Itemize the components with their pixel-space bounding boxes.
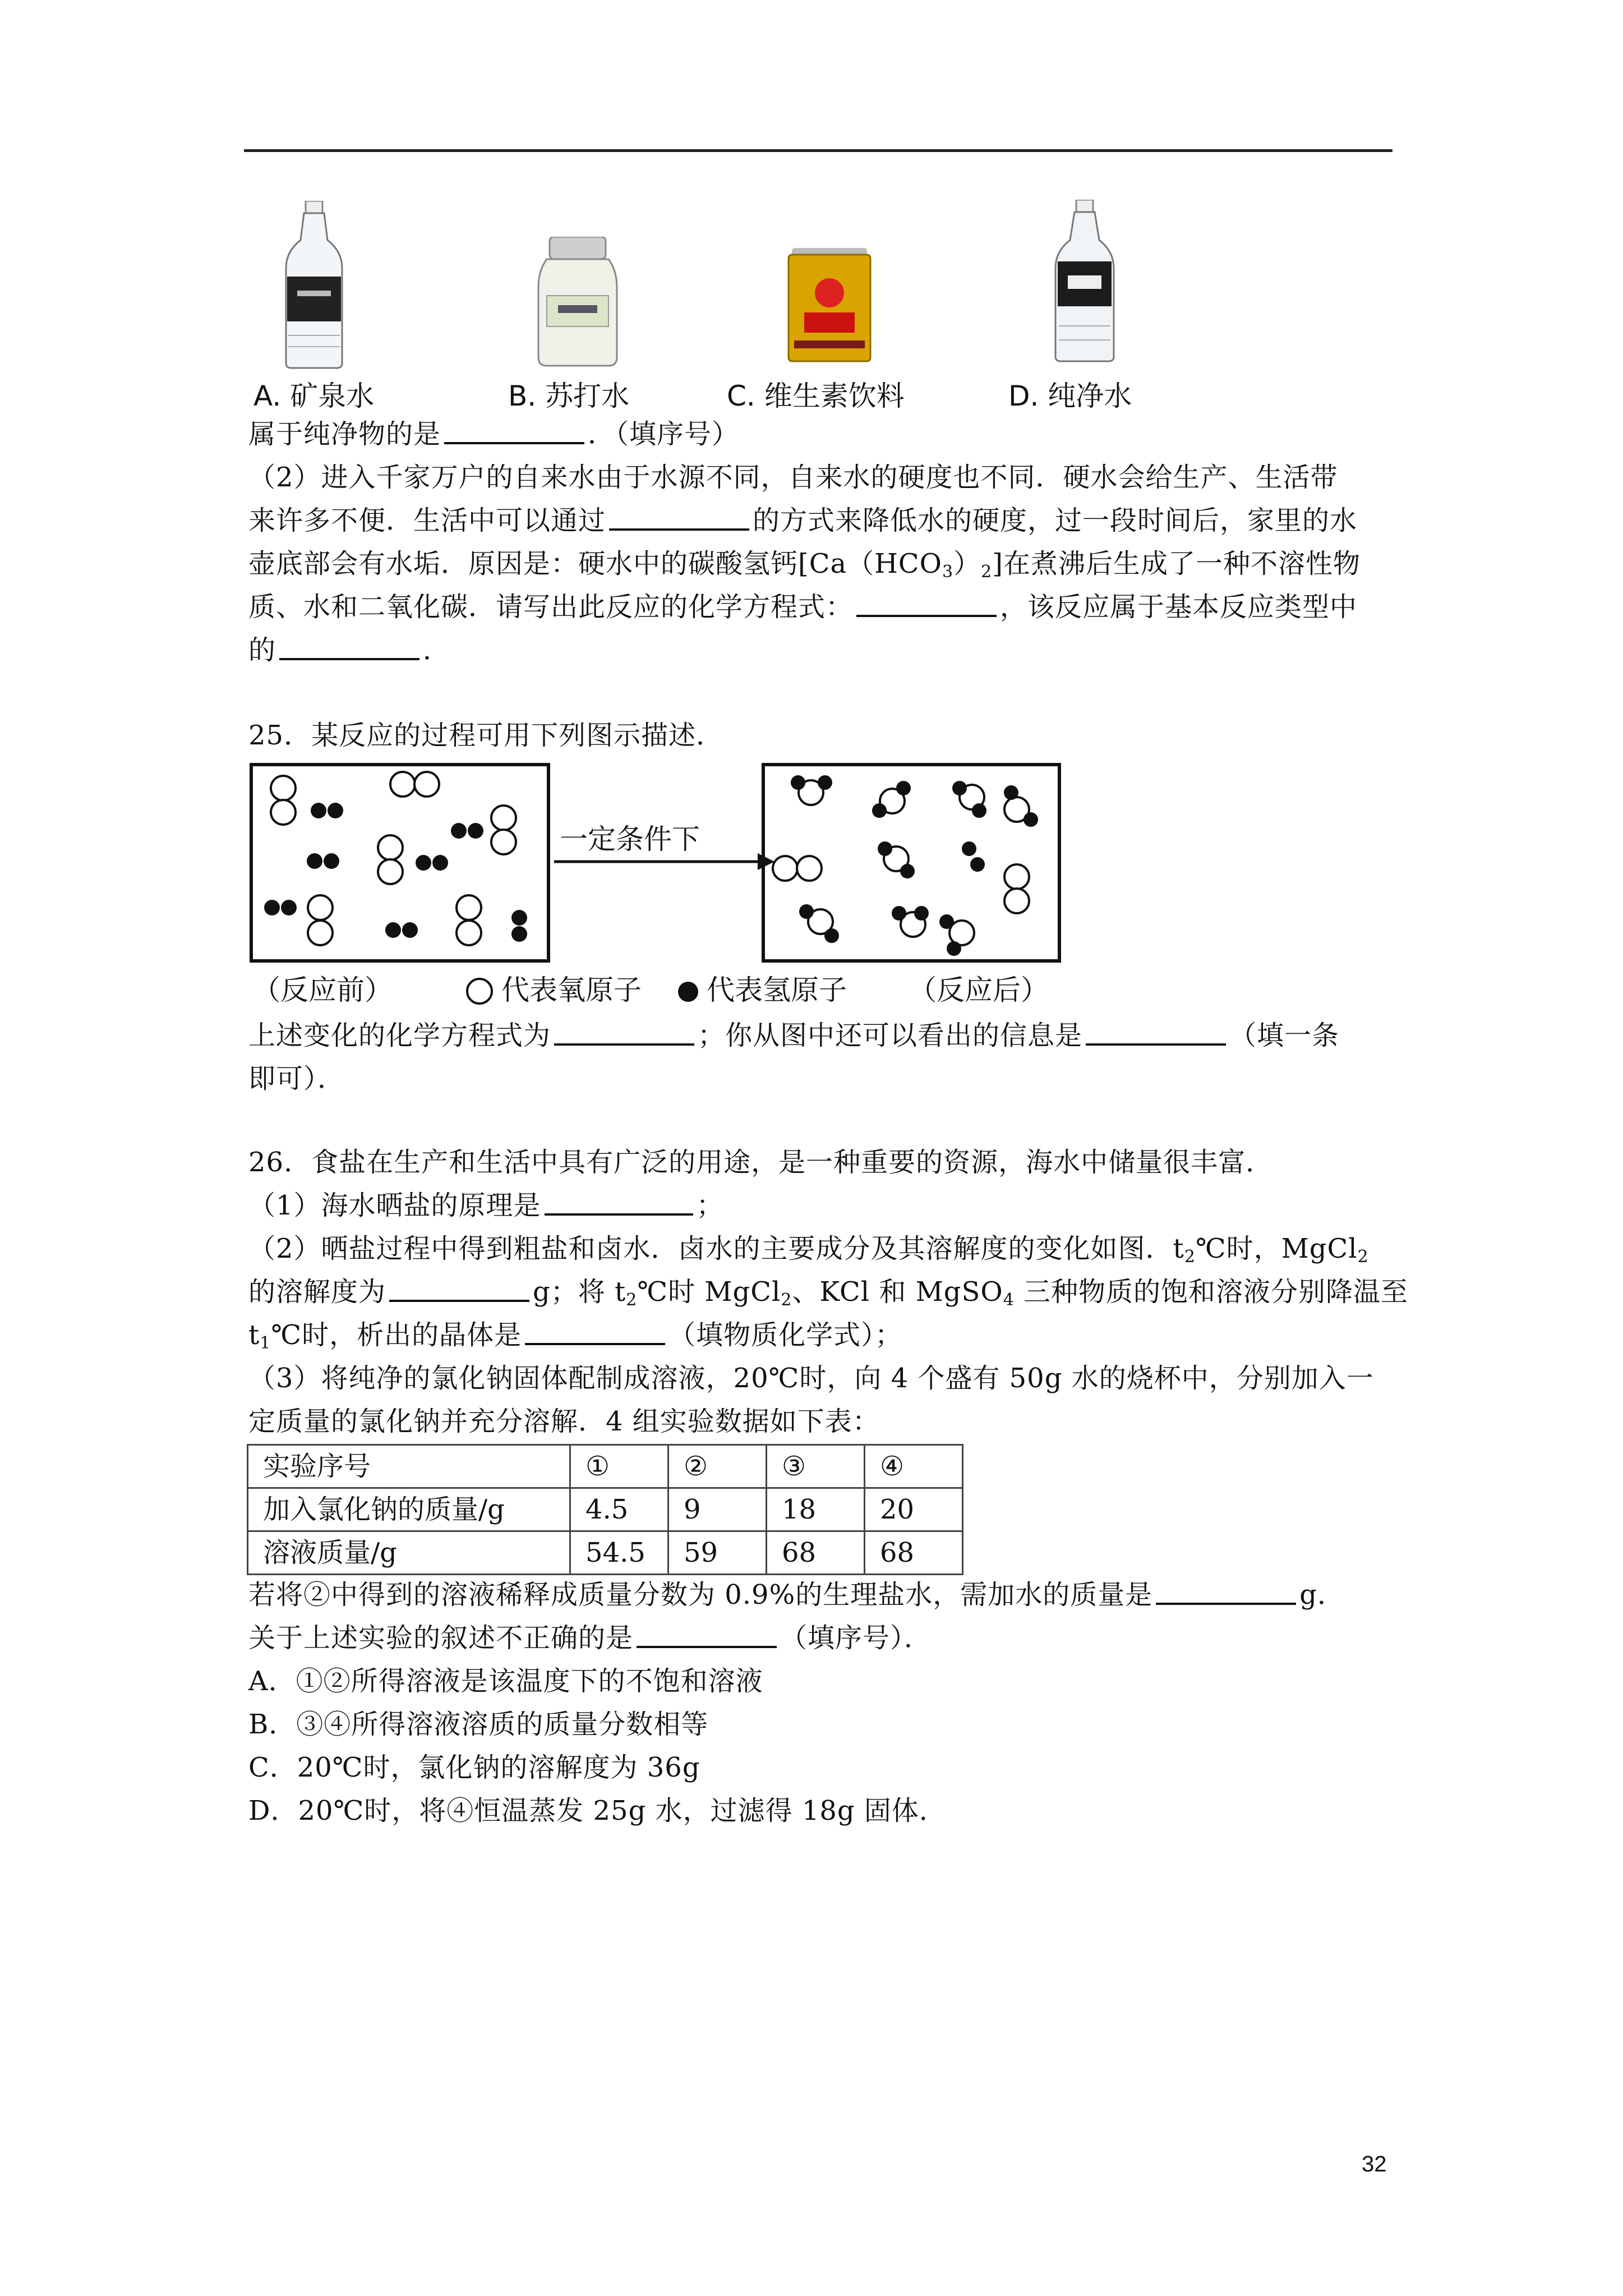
hydrogen-atom-icon bbox=[676, 979, 700, 1004]
table-header-row bbox=[248, 1445, 963, 1488]
product-label-b: B. 苏打水 bbox=[508, 380, 630, 412]
answer-blank[interactable] bbox=[1156, 1578, 1296, 1605]
after-oxygen bbox=[773, 780, 1029, 945]
table-cell: ③ bbox=[767, 1445, 865, 1488]
table-cell: ② bbox=[668, 1445, 767, 1488]
table-cell: 54.5 bbox=[570, 1531, 668, 1575]
arrow-label: 一定条件下 bbox=[560, 823, 700, 855]
glass-bottle-icon bbox=[536, 237, 620, 367]
legend-oxygen: 代表氧原子 bbox=[501, 974, 642, 1006]
water-bottle-icon bbox=[1050, 200, 1119, 362]
q26-title: 26．食盐在生产和生活中具有广泛的用途，是一种重要的资源，海水中储量很丰富． bbox=[248, 1147, 1274, 1178]
table-cell: 20 bbox=[865, 1488, 963, 1531]
answer-blank[interactable] bbox=[279, 633, 419, 660]
answer-blank[interactable] bbox=[637, 1621, 777, 1648]
table-cell: 59 bbox=[668, 1531, 767, 1575]
table-cell: 加入氯化钠的质量/g bbox=[248, 1488, 570, 1531]
experiment-table bbox=[247, 1444, 963, 1575]
q24-line1: 属于纯净物的是 ．（填序号） bbox=[248, 418, 740, 450]
page-number: 32 bbox=[1362, 2152, 1387, 2177]
legend-before: （反应前） bbox=[252, 974, 393, 1006]
answer-blank[interactable] bbox=[856, 590, 997, 617]
q24-part2-line5: 的 ． bbox=[248, 634, 451, 666]
table-cell: ① bbox=[570, 1445, 668, 1488]
q25-title: 25．某反应的过程可用下列图示描述． bbox=[248, 720, 724, 751]
table-cell: 18 bbox=[767, 1488, 865, 1531]
product-label-c: C. 维生素饮料 bbox=[727, 380, 905, 412]
table-cell: 溶液质量/g bbox=[248, 1531, 570, 1575]
answer-blank[interactable] bbox=[545, 1189, 693, 1216]
table-cell: 68 bbox=[767, 1531, 865, 1575]
q26-part3-line1: （3）将纯净的氯化钠固体配制成溶液，20℃时，向 4 个盛有 50g 水的烧杯中，分别加入一 bbox=[248, 1363, 1374, 1394]
q26-after-line2: 关于上述实验的叙述不正确的是 （填序号）． bbox=[248, 1622, 932, 1654]
table-row bbox=[248, 1488, 963, 1531]
header-rule bbox=[244, 149, 1393, 152]
table-row bbox=[248, 1531, 963, 1575]
q26-part2-line2: 的溶解度为 g；将 $t_2℃$时 MgCl$_2$、KCl 和 MgSO$_4$ 三种物质的饱和溶液分别降温至 bbox=[248, 1276, 1409, 1310]
q24-part2-line2: 来许多不便．生活中可以通过 的方式来降低水的硬度，过一段时间后，家里的水 bbox=[248, 505, 1358, 536]
product-label-d: D. 纯净水 bbox=[1008, 380, 1132, 412]
answer-blank[interactable] bbox=[554, 1019, 694, 1046]
option-d: D．20℃时，将④恒温蒸发 25g 水，过滤得 18g 固体． bbox=[248, 1795, 947, 1826]
q24-part2-line4: 质、水和二氧化碳．请写出此反应的化学方程式： ，该反应属于基本反应类型中 bbox=[248, 591, 1358, 623]
q25-line1: 上述变化的化学方程式为 ；你从图中还可以看出的信息是 （填一条 bbox=[248, 1020, 1340, 1051]
table-cell: 9 bbox=[668, 1488, 767, 1531]
table-cell: 4.5 bbox=[570, 1488, 668, 1531]
q26-part2-line1: （2）晒盐过程中得到粗盐和卤水．卤水的主要成分及其溶解度的变化如图．$t_2℃$时，MgCl$_2$ bbox=[248, 1233, 1369, 1267]
answer-blank[interactable] bbox=[525, 1318, 665, 1345]
oxygen-atom-icon bbox=[464, 976, 495, 1006]
table-cell: 实验序号 bbox=[248, 1445, 570, 1488]
product-label-a: A. 矿泉水 bbox=[253, 380, 375, 412]
drink-can-icon bbox=[787, 248, 872, 364]
water-bottle-icon bbox=[280, 201, 348, 369]
q24-part2-line1: （2）进入千家万户的自来水由于水源不同，自来水的硬度也不同．硬水会给生产、生活带 bbox=[248, 462, 1338, 493]
q26-part3-line2: 定质量的氯化钠并充分溶解．4 组实验数据如下表： bbox=[248, 1406, 880, 1437]
table-cell: 68 bbox=[865, 1531, 963, 1575]
legend-after: （反应后） bbox=[909, 974, 1049, 1006]
table-cell: ④ bbox=[865, 1445, 963, 1488]
reaction-diagram bbox=[248, 759, 1070, 972]
option-b: B．③④所得溶液溶质的质量分数相等 bbox=[248, 1709, 709, 1740]
option-c: C．20℃时，氯化钠的溶解度为 36g bbox=[248, 1752, 700, 1783]
answer-blank[interactable] bbox=[1086, 1019, 1226, 1046]
legend-hydrogen: 代表氢原子 bbox=[707, 974, 847, 1006]
q26-part1: （1）海水晒盐的原理是 ； bbox=[248, 1190, 724, 1221]
q24-part2-line3: 壶底部会有水垢．原因是：硬水中的碳酸氢钙$[Ca(HCO_3)_2]$在煮沸后生成了一种不溶性物 bbox=[248, 548, 1361, 582]
option-a: A．①②所得溶液是该温度下的不饱和溶液 bbox=[248, 1665, 763, 1697]
answer-blank[interactable] bbox=[389, 1275, 529, 1302]
q26-part2-line3: $t_1℃$时，析出的晶体是 （填物质化学式）； bbox=[248, 1319, 903, 1353]
q25-line2: 即可）． bbox=[248, 1063, 345, 1094]
answer-blank[interactable] bbox=[444, 417, 584, 444]
answer-blank[interactable] bbox=[609, 504, 749, 531]
q26-after-line1: 若将②中得到的溶液稀释成质量分数为 0.9%的生理盐水，需加水的质量是 g． bbox=[248, 1579, 1345, 1611]
